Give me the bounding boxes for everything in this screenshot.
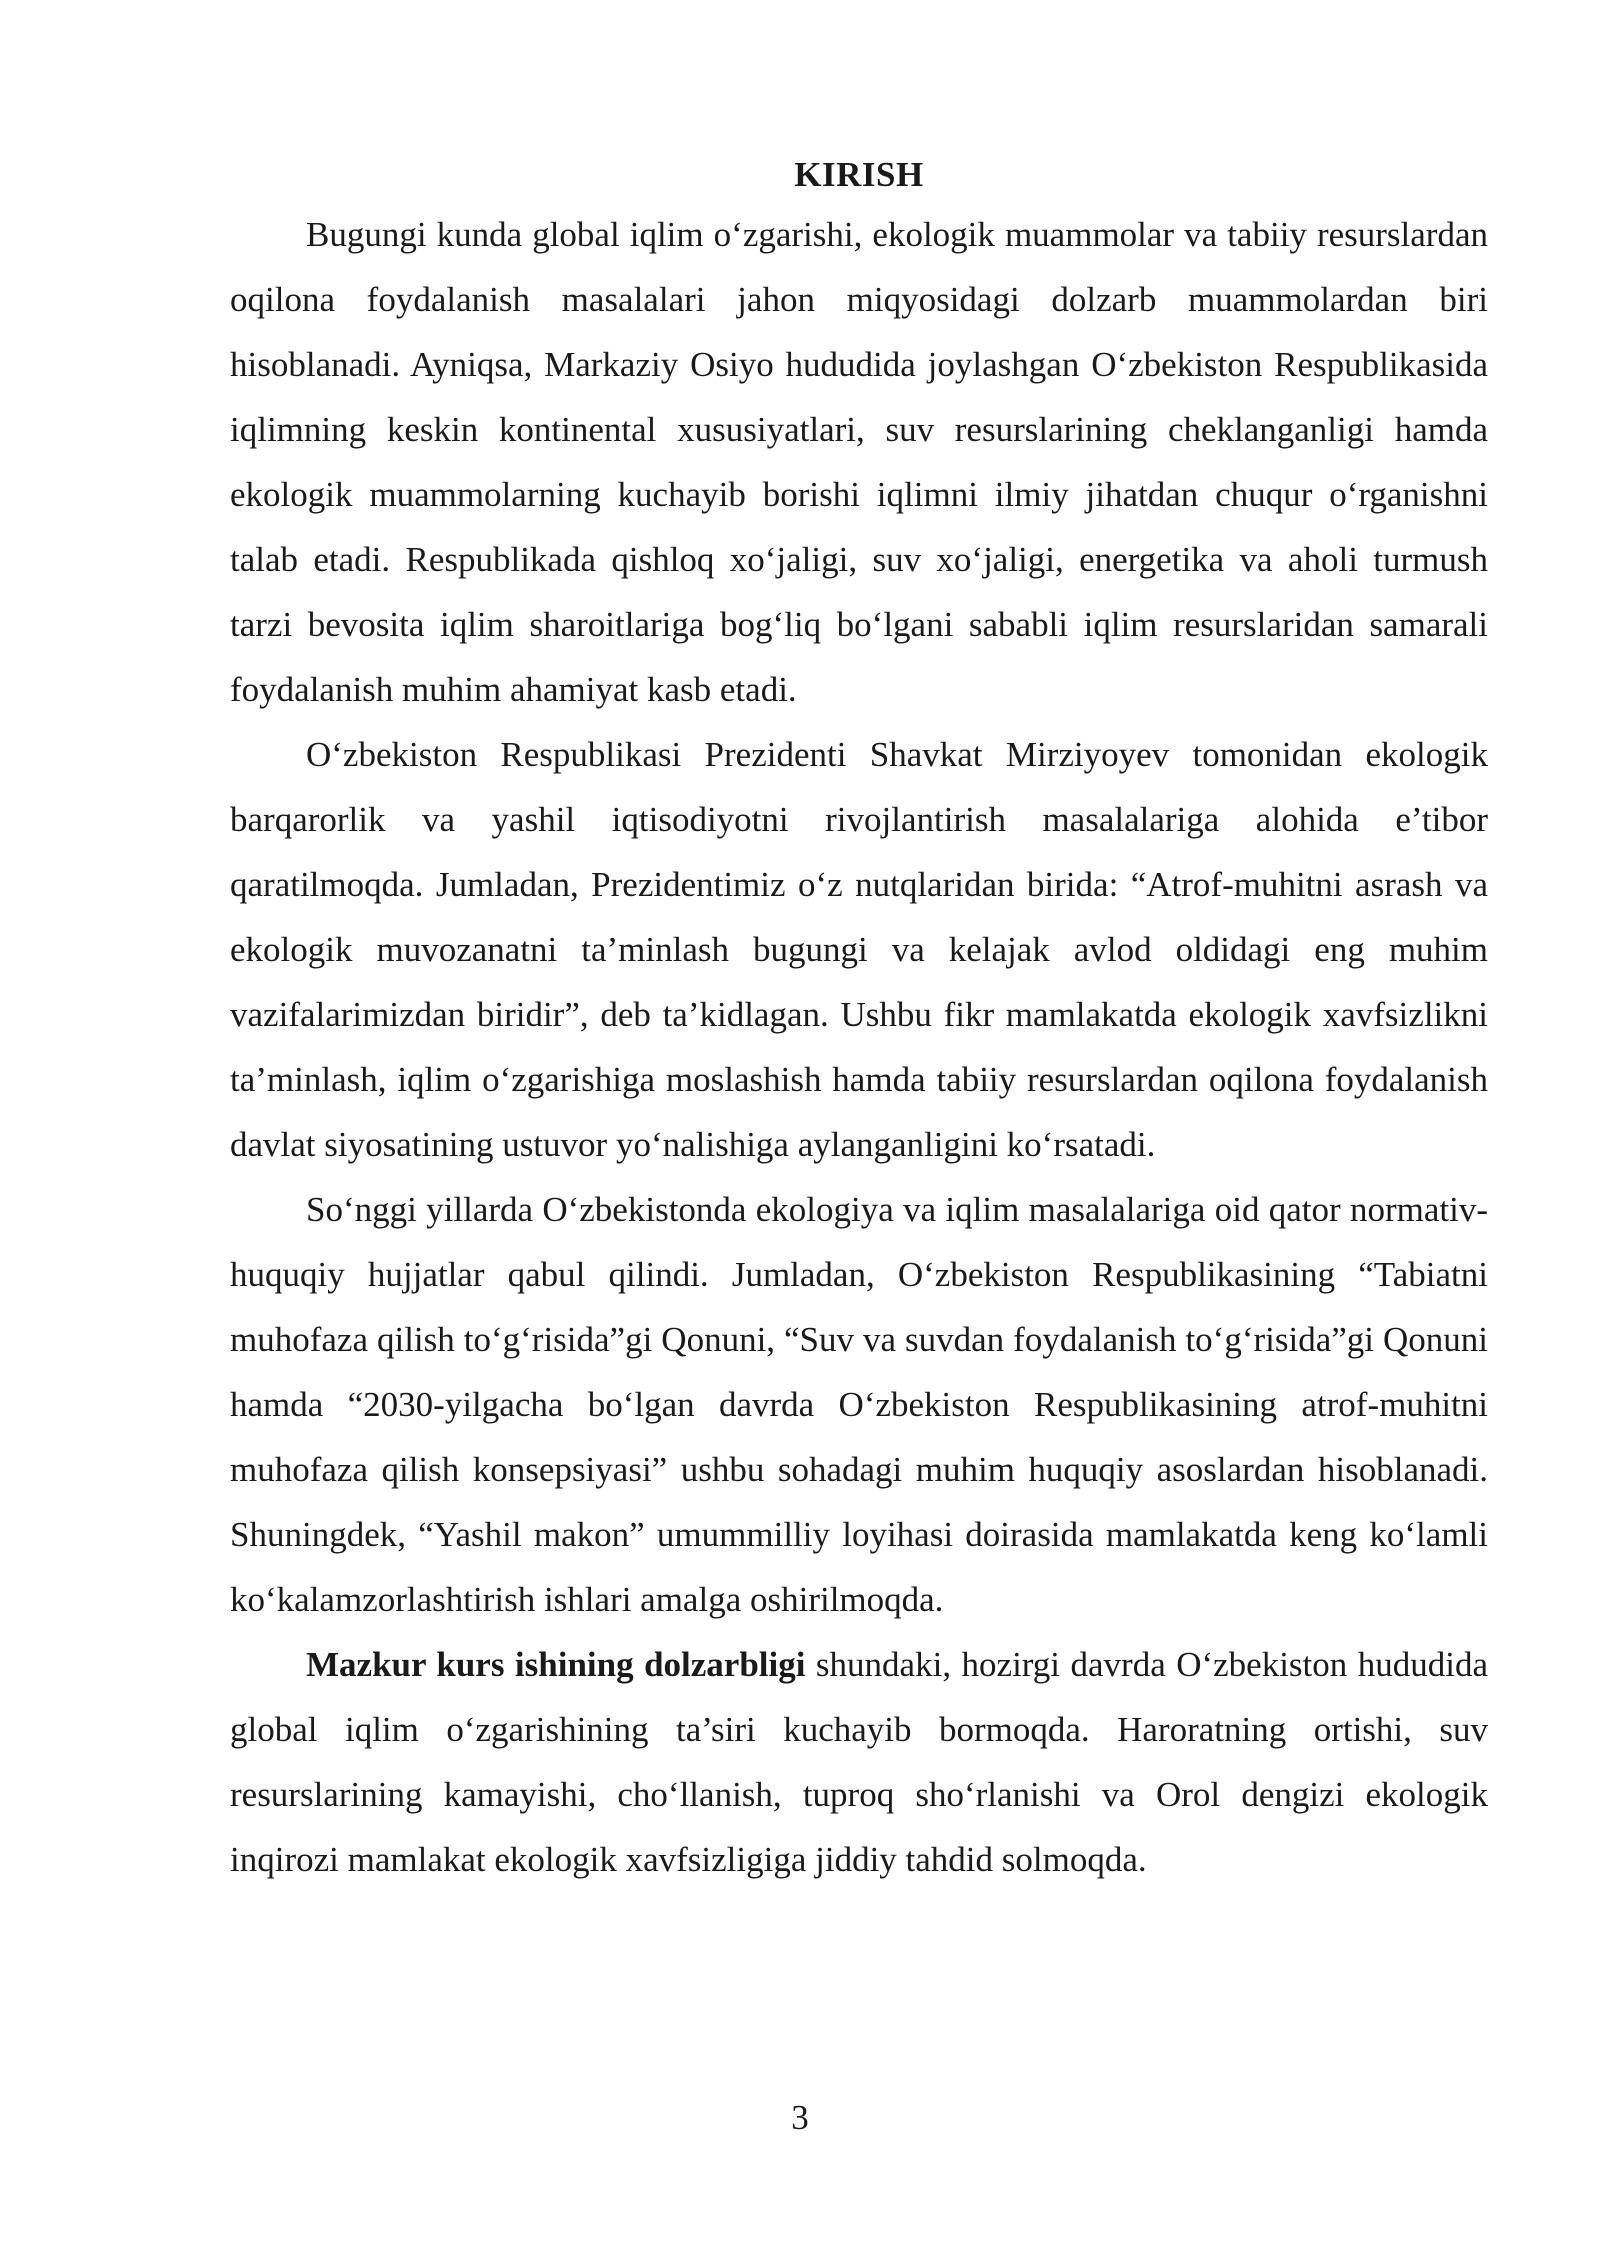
paragraph-4 xyxy=(230,1632,1488,1892)
paragraph-2: O‘zbekiston Respublikasi Prezidenti Shavkat Mirziyoyev tomonidan ekologik barqarorlik va yashil iqtisodiyotni rivojlantirish masalalariga alohida e’tibor qaratilmoqda. Jumladan, Prezidentimiz o‘z nutqlaridan birida: “Atrof-muhitni asrash va ekologik muvozanatni ta’minlash bugungi va kelajak avlod oldidagi eng muhim vazifalarimizdan biridir”, deb ta’kidlagan. Ushbu fikr mamlakatda ekologik xavfsizlikni ta’minlash, iqlim o‘zgarishiga moslashish hamda tabiiy resurslardan oqilona foydalanish davlat siyosatining ustuvor yo‘nalishiga aylanganligini ko‘rsatadi. xyxy=(230,735,1488,1164)
paragraph-1: Bugungi kunda global iqlim o‘zgarishi, ekologik muammolar va tabiiy resurslardan oqilona foydalanish masalalari jahon miqyosidagi dolzarb muammolardan biri hisoblanadi. Ayniqsa, Markaziy Osiyo hududida joylashgan O‘zbekiston Respublikasida iqlimning keskin kontinental xususiyatlari, suv resurslarining cheklanganligi hamda ekologik muammolarning kuchayib borishi iqlimni ilmiy jihatdan chuqur o‘rganishni talab etadi. Respublikada qishloq xo‘jaligi, suv xo‘jaligi, energetika va aholi turmush tarzi bevosita iqlim sharoitlariga bog‘liq bo‘lgani sababli iqlim resurslaridan samarali foydalanish muhim ahamiyat kasb etadi. xyxy=(230,215,1488,709)
page-content xyxy=(230,148,1488,1892)
page-number: 3 xyxy=(791,2098,809,2137)
paragraph-3: So‘nggi yillarda O‘zbekistonda ekologiya va iqlim masalalariga oid qator normativ-huquqiy hujjatlar qabul qilindi. Jumladan, O‘zbekiston Respublikasining “Tabiatni muhofaza qilish to‘g‘risida”gi Qonuni, “Suv va suvdan foydalanish to‘g‘risida”gi Qonuni hamda “2030-yilgacha bo‘lgan davrda O‘zbekiston Respublikasining atrof-muhitni muhofaza qilish konsepsiyasi” ushbu sohadagi muhim huquqiy asoslardan hisoblanadi. Shuningdek, “Yashil makon” umummilliy loyihasi doirasida mamlakatda keng ko‘lamli ko‘kalamzorlashtirish ishlari amalga oshirilmoqda. xyxy=(230,1190,1488,1619)
section-heading: KIRISH xyxy=(794,155,924,194)
paragraph-4-bold-lead: Mazkur kurs ishining dolzarbligi xyxy=(306,1645,806,1684)
paragraph-4-text: shundaki, hozirgi davrda O‘zbekiston hududida global iqlim o‘zgarishining ta’siri kuchayib bormoqda. Haroratning ortishi, suv resurslarining kamayishi, cho‘llanish, tuproq sho‘rlanishi va Orol dengizi ekologik inqirozi mamlakat ekologik xavfsizligiga jiddiy tahdid solmoqda. xyxy=(230,1645,1488,1879)
